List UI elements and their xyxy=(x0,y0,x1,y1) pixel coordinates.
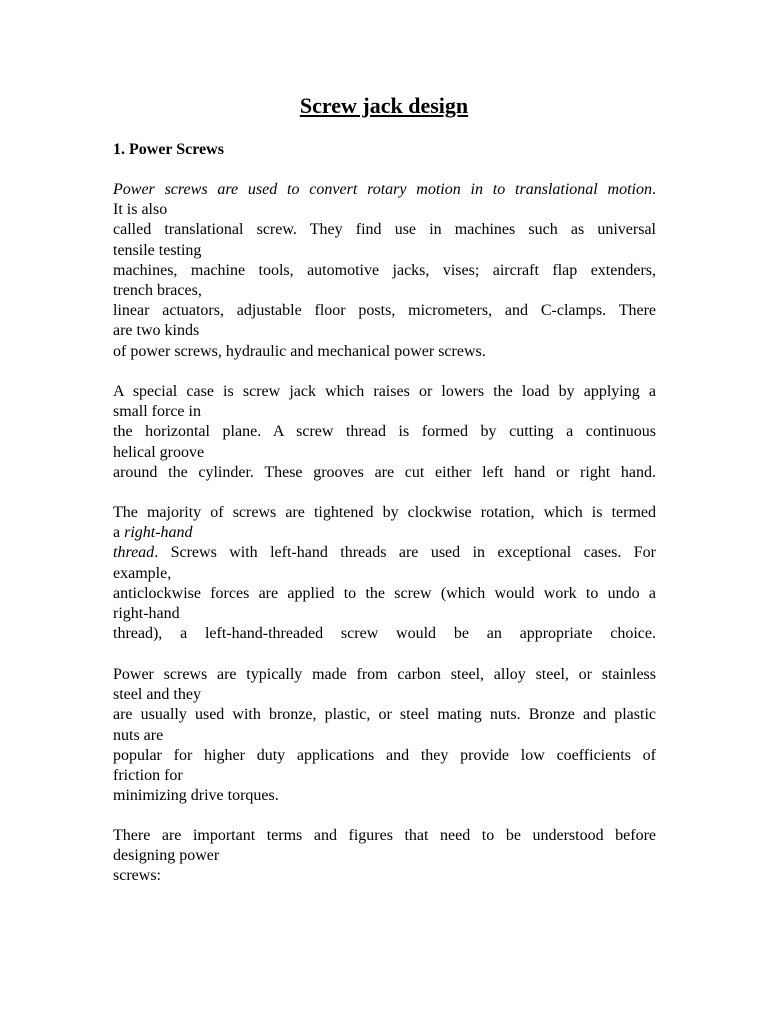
text-line xyxy=(113,624,656,644)
italic-text: right-hand xyxy=(124,524,193,542)
paragraph xyxy=(113,826,656,887)
text-run: anticlockwise forces are applied to the screw (which would work to undo a xyxy=(113,584,656,602)
text-run: thread), a left-hand-threaded screw would be an appropriate choice. xyxy=(113,625,656,643)
text-line xyxy=(113,241,656,261)
text-run: screws: xyxy=(113,867,161,885)
text-run: a xyxy=(113,524,125,542)
text-run: designing power xyxy=(113,847,220,865)
text-run: . xyxy=(652,181,656,198)
text-line xyxy=(113,665,656,685)
text-run: small force in xyxy=(113,403,201,421)
text-line xyxy=(113,726,656,746)
text-line xyxy=(113,180,656,200)
paragraph xyxy=(113,180,656,362)
text-run: Power screws are typically made from carbon steel, alloy steel, or stainless xyxy=(113,666,656,683)
document-title: Screw jack design xyxy=(299,93,469,118)
text-line xyxy=(113,826,656,846)
text-run: popular for higher duty applications and they provide low coefficients of xyxy=(113,746,656,764)
italic-text: thread xyxy=(113,544,155,562)
text-line xyxy=(113,321,656,341)
text-run: the horizontal plane. A screw thread is formed by cutting a continuous xyxy=(113,423,656,441)
text-line xyxy=(113,382,656,402)
text-run: steel and they xyxy=(113,686,201,704)
text-run: trench braces, xyxy=(113,282,202,300)
text-run: A special case is screw jack which raises or lowers the load by applying a xyxy=(113,383,656,400)
text-line xyxy=(113,261,656,281)
text-line xyxy=(113,200,656,220)
text-run: nuts are xyxy=(113,726,164,744)
section-heading: 1. Power Screws xyxy=(113,141,224,158)
text-run: tensile testing xyxy=(113,241,202,259)
text-line xyxy=(113,866,656,886)
text-run: called translational screw. They find use in machines such as universal xyxy=(113,221,656,239)
text-run: of power screws, hydraulic and mechanical power screws. xyxy=(113,342,486,360)
text-line xyxy=(113,523,656,543)
text-line xyxy=(113,503,656,523)
text-run: minimizing drive torques. xyxy=(113,787,279,805)
text-line xyxy=(113,685,656,705)
text-run: . Screws with left-hand threads are used in exceptional cases. For xyxy=(154,544,656,562)
text-line xyxy=(113,604,656,624)
text-run: helical groove xyxy=(113,443,205,461)
text-run: It is also xyxy=(113,201,168,219)
italic-text: Power screws are used to convert rotary motion in to translational motion xyxy=(113,181,652,198)
text-line xyxy=(113,422,656,442)
paragraph xyxy=(113,382,656,483)
text-line xyxy=(113,786,656,806)
text-run: right-hand xyxy=(113,605,180,623)
text-run: are two kinds xyxy=(113,322,200,340)
text-line xyxy=(113,220,656,240)
text-line xyxy=(113,402,656,422)
text-line xyxy=(113,281,656,301)
paragraph xyxy=(113,665,656,806)
text-run: machines, machine tools, automotive jacks, vises; aircraft flap extenders, xyxy=(113,261,656,279)
text-run: friction for xyxy=(113,767,183,785)
paragraph xyxy=(113,503,656,644)
text-line xyxy=(113,766,656,786)
text-line xyxy=(113,342,656,362)
text-run: example, xyxy=(113,564,172,582)
text-run: There are important terms and figures that need to be understood before xyxy=(113,827,656,844)
text-run: linear actuators, adjustable floor posts, micrometers, and C-clamps. There xyxy=(113,302,656,320)
text-line xyxy=(113,443,656,463)
text-line xyxy=(113,301,656,321)
text-line xyxy=(113,584,656,604)
text-run: around the cylinder. These grooves are cut either left hand or right hand. xyxy=(113,463,656,481)
text-line xyxy=(113,564,656,584)
text-line xyxy=(113,846,656,866)
text-run: The majority of screws are tightened by clockwise rotation, which is termed xyxy=(113,504,656,521)
text-line xyxy=(113,705,656,725)
text-line xyxy=(113,543,656,563)
text-run: are usually used with bronze, plastic, or steel mating nuts. Bronze and plastic xyxy=(113,706,656,724)
text-line xyxy=(113,463,656,483)
text-line xyxy=(113,746,656,766)
